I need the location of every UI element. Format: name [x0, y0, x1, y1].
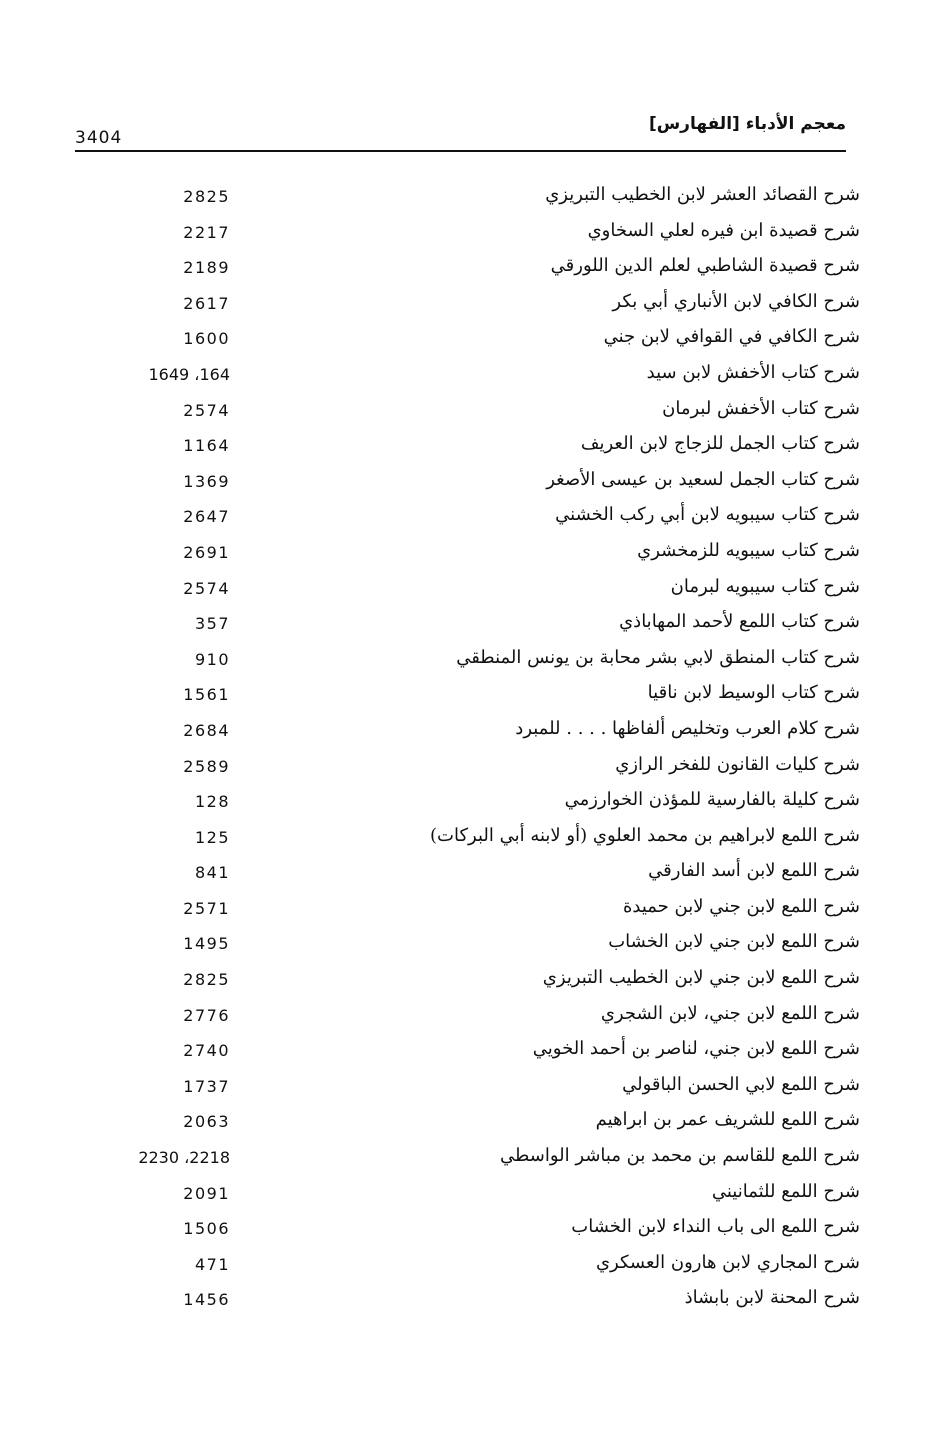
entry-page-refs: 1600: [183, 329, 230, 349]
entry-title: شرح اللمع الى باب النداء لابن الخشاب: [571, 1216, 860, 1238]
entry-page-refs: 2230 ،2218: [138, 1148, 230, 1168]
entry-page-refs: 128: [194, 792, 230, 812]
index-entry: [60, 712, 860, 748]
entry-page-refs: 2776: [183, 1005, 230, 1025]
entry-page-refs: 1561: [183, 685, 230, 705]
entry-page-refs: 357: [194, 614, 230, 634]
entry-title: شرح اللمع لابي الحسن الباقولي: [622, 1073, 860, 1095]
index-entry: [60, 320, 860, 356]
entry-page-refs: 2647: [183, 507, 230, 527]
index-entry: [60, 498, 860, 534]
entry-title: شرح كتاب الجمل لسعيد بن عيسى الأصغر: [546, 468, 860, 490]
page-number: 3404: [75, 128, 123, 148]
entry-page-refs: 1164: [183, 436, 230, 456]
index-entry: [60, 1246, 860, 1282]
entry-title: شرح كتاب الأخفش لبرمان: [662, 397, 860, 419]
entry-title: شرح كتاب اللمع لأحمد المهاباذي: [619, 611, 860, 633]
index-entry: [60, 961, 860, 997]
index-entry: [60, 534, 860, 570]
index-entry: [60, 676, 860, 712]
entry-page-refs: 471: [194, 1254, 230, 1274]
index-entry: [60, 570, 860, 606]
entry-title: شرح قصيدة ابن فيره لعلي السخاوي: [587, 219, 860, 241]
index-entry: [60, 605, 860, 641]
index-entry: [60, 1068, 860, 1104]
entry-page-refs: 2189: [183, 258, 230, 278]
entry-title: شرح اللمع للشريف عمر بن ابراهيم: [595, 1109, 860, 1131]
entry-page-refs: 2825: [183, 970, 230, 990]
entry-title: شرح اللمع لابن أسد الفارقي: [648, 860, 860, 882]
entry-page-refs: 2684: [183, 720, 230, 740]
entry-page-refs: 2617: [183, 293, 230, 313]
entry-page-refs: 125: [194, 827, 230, 847]
entry-page-refs: 2574: [183, 400, 230, 420]
entry-page-refs: 910: [194, 649, 230, 669]
entry-title: شرح كتاب سيبويه لبرمان: [670, 575, 860, 597]
entry-title: شرح اللمع للقاسم بن محمد بن مباشر الواسطي: [500, 1145, 860, 1167]
index-entry: [60, 783, 860, 819]
entry-title: شرح كتاب الأخفش لابن سيد: [646, 361, 860, 383]
entry-title: شرح الكافي لابن الأنباري أبي بكر: [612, 290, 860, 312]
entry-page-refs: 1649 ،164: [148, 364, 230, 384]
entry-title: شرح اللمع لابراهيم بن محمد العلوي (أو لابنه أبي البركات): [430, 824, 860, 846]
entry-title: شرح القصائد العشر لابن الخطيب التبريزي: [545, 184, 860, 205]
entry-page-refs: 2691: [183, 542, 230, 562]
index-entry: [60, 427, 860, 463]
index-entry: [60, 214, 860, 250]
entry-title: شرح قصيدة الشاطبي لعلم الدين اللورقي: [550, 255, 860, 277]
index-entry-list: [60, 178, 860, 1317]
entry-page-refs: 2740: [183, 1041, 230, 1061]
entry-title: شرح كتاب الجمل للزجاج لابن العريف: [580, 433, 860, 455]
entry-title: شرح كتاب الوسيط لابن ناقيا: [647, 682, 860, 704]
index-entry: [60, 178, 860, 214]
entry-title: شرح كليات القانون للفخر الرازي: [615, 753, 860, 775]
entry-title: شرح كليلة بالفارسية للمؤذن الخوارزمي: [564, 789, 860, 811]
entry-title: شرح اللمع للثمانيني: [711, 1180, 860, 1202]
entry-page-refs: 1495: [183, 934, 230, 954]
entry-title: شرح كتاب سيبويه للزمخشري: [637, 539, 860, 561]
entry-page-refs: 2091: [183, 1183, 230, 1203]
index-entry: [60, 392, 860, 428]
entry-title: شرح كتاب المنطق لابي بشر محابة بن يونس المنطقي: [456, 646, 860, 668]
index-entry: [60, 463, 860, 499]
entry-page-refs: 841: [194, 863, 230, 883]
entry-page-refs: 2217: [183, 222, 230, 242]
header-divider: [75, 150, 846, 152]
index-entry: [60, 1139, 860, 1175]
entry-title: شرح الكافي في القوافي لابن جني: [603, 326, 860, 348]
index-entry: [60, 925, 860, 961]
entry-title: شرح اللمع لابن جني لابن حميدة: [622, 895, 860, 917]
entry-page-refs: 2589: [183, 756, 230, 776]
index-entry: [60, 1210, 860, 1246]
entry-page-refs: 1506: [183, 1219, 230, 1239]
entry-title: شرح اللمع لابن جني، لناصر بن أحمد الخويي: [532, 1038, 860, 1060]
entry-page-refs: 2574: [183, 578, 230, 598]
index-entry: [60, 641, 860, 677]
entry-page-refs: 1369: [183, 471, 230, 491]
index-entry: [60, 285, 860, 321]
index-entry: [60, 890, 860, 926]
entry-page-refs: 2063: [183, 1112, 230, 1132]
entry-page-refs: 2825: [183, 187, 230, 206]
index-entry: [60, 997, 860, 1033]
entry-page-refs: 1737: [183, 1076, 230, 1096]
entry-title: شرح كتاب سيبويه لابن أبي ركب الخشني: [555, 504, 860, 526]
index-entry: [60, 1281, 860, 1317]
entry-title: شرح كلام العرب وتخليص ألفاظها . . . . للمبرد: [515, 717, 860, 739]
index-entry: [60, 356, 860, 392]
entry-title: شرح المجاري لابن هارون العسكري: [595, 1251, 860, 1273]
index-entry: [60, 748, 860, 784]
index-entry: [60, 1175, 860, 1211]
index-entry: [60, 854, 860, 890]
running-title: معجم الأدباء [الفهارس]: [648, 114, 846, 134]
entry-page-refs: 1456: [183, 1290, 230, 1310]
index-entry: [60, 819, 860, 855]
entry-title: شرح اللمع لابن جني، لابن الشجري: [600, 1002, 860, 1024]
entry-title: شرح اللمع لابن جني لابن الخطيب التبريزي: [542, 967, 860, 989]
entry-title: شرح اللمع لابن جني لابن الخشاب: [608, 931, 860, 953]
index-entry: [60, 1103, 860, 1139]
index-entry: [60, 1032, 860, 1068]
index-entry: [60, 249, 860, 285]
entry-page-refs: 2571: [183, 898, 230, 918]
entry-title: شرح المحنة لابن بابشاذ: [684, 1287, 860, 1309]
